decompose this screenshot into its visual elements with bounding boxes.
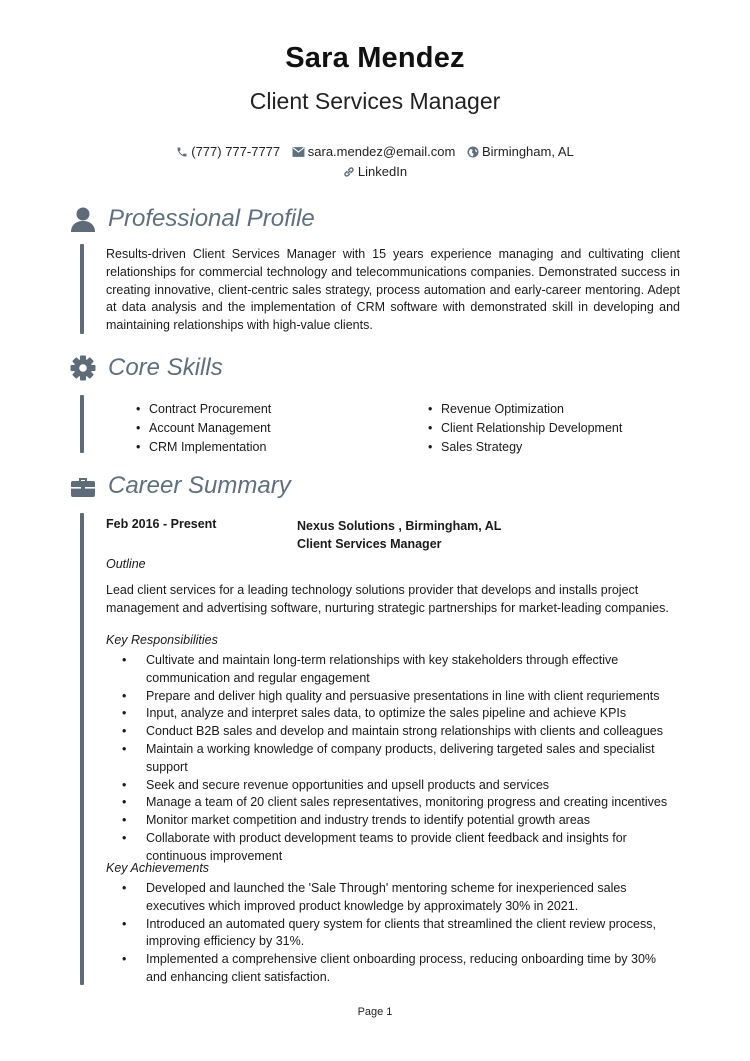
contact-phone[interactable] [176, 142, 280, 162]
phone-icon [176, 146, 188, 158]
skill-item: • Sales Strategy [398, 438, 678, 457]
email-text: sara.mendez@email.com [307, 144, 456, 159]
gear-icon [70, 355, 96, 381]
list-item: • Monitor market competition and industry trends to identify potential growth areas [106, 812, 680, 830]
location-text: Birmingham, AL [481, 144, 574, 159]
skills-column-right [398, 400, 678, 457]
section-bar-profile [80, 244, 84, 334]
list-item: • Seek and secure revenue opportunities and upsell products and services [106, 777, 680, 795]
list-item: • Conduct B2B sales and develop and maintain strong relationships with clients and colleagues [106, 723, 680, 741]
job-date: Feb 2016 - Present [106, 517, 217, 531]
section-bar-skills [80, 395, 84, 453]
page-number: Page 1 [357, 1006, 393, 1018]
responsibilities-label: Key Responsibilities [106, 633, 218, 647]
job-company [297, 517, 501, 553]
list-item: • Manage a team of 20 client sales representatives, monitoring progress and creating incentives [106, 794, 680, 812]
skill-item: • Revenue Optimization [398, 400, 678, 419]
briefcase-icon [70, 473, 96, 499]
link-icon [343, 166, 355, 178]
outline-label: Outline [106, 557, 146, 571]
list-item: • Maintain a working knowledge of company products, delivering targeted sales and specialist support [106, 741, 680, 777]
section-header-skills [70, 352, 223, 384]
responsibilities-list [106, 652, 680, 866]
list-item: • Prepare and deliver high quality and persuasive presentations in line with client requriements [106, 688, 680, 706]
section-bar-career [80, 513, 84, 985]
list-item: • Input, analyze and interpret sales data, to optimize the sales pipeline and achieve KPIs [106, 705, 680, 723]
contact-email[interactable] [292, 142, 456, 162]
profile-summary: Results-driven Client Services Manager with 15 years experience managing and cultivating client relationships for commercial technology and telecommunications companies. Demonstrated success in creating innovative, client-centric sales strategy, process automation and early-career mentoring. Adept at data analysis and the implementation of CRM software with demonstrated skill in developing and maintaining relationships with high-value clients. [106, 247, 680, 333]
skill-item: • CRM Implementation [106, 438, 386, 457]
list-item: • Cultivate and maintain long-term relationships with key stakeholders through effective communication and regular engagement [106, 652, 680, 688]
section-header-profile [70, 203, 315, 235]
section-title-career: Career Summary [108, 472, 291, 499]
list-item: • Introduced an automated query system for clients that streamlined the client review process, improving efficiency by 31%. [106, 916, 680, 952]
skill-item: • Contract Procurement [106, 400, 386, 419]
envelope-icon [292, 146, 305, 158]
job-company-name: Nexus Solutions , Birmingham, AL [297, 519, 502, 533]
achievements-label: Key Achievements [106, 861, 210, 875]
list-item: • Collaborate with product development teams to provide client feedback and insights for continuous improvement [106, 830, 680, 866]
skills-column-left [106, 400, 386, 457]
candidate-name: Sara Mendez [285, 42, 465, 74]
contact-linkedin[interactable] [343, 162, 407, 182]
list-item: • Implemented a comprehensive client onboarding process, reducing onboarding time by 30% and enhancing client satisfaction. [106, 951, 680, 987]
section-title-profile: Professional Profile [108, 205, 315, 232]
skill-item: • Account Management [106, 419, 386, 438]
outline-text: Lead client services for a leading technology solutions provider that develops and installs project management and advertising software, nurturing strategic partnerships for market-leading companies. [106, 583, 669, 615]
section-header-career [70, 470, 291, 502]
user-icon [70, 206, 96, 232]
globe-icon [467, 146, 479, 158]
achievements-list [106, 880, 680, 987]
job-role: Client Services Manager [297, 537, 442, 551]
list-item: • Developed and launched the 'Sale Through' mentoring scheme for inexperienced sales executives which improved product knowledge by approximately 30% in 2021. [106, 880, 680, 916]
linkedin-text: LinkedIn [357, 164, 408, 179]
contact-info [0, 142, 750, 182]
phone-text: (777) 777-7777 [191, 144, 281, 159]
contact-location [467, 142, 574, 162]
skill-item: • Client Relationship Development [398, 419, 678, 438]
section-title-skills: Core Skills [108, 354, 223, 381]
candidate-title: Client Services Manager [249, 88, 501, 114]
